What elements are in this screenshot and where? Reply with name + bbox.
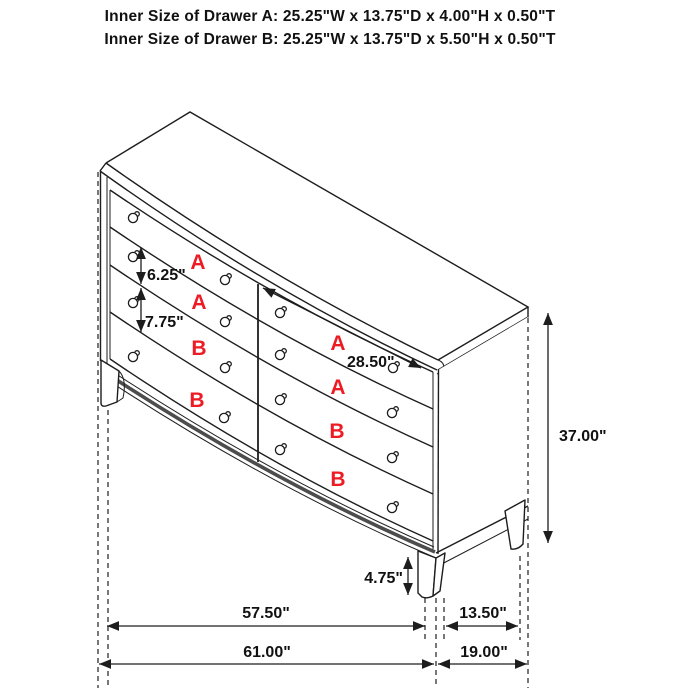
drawer-knob-icon <box>275 394 286 405</box>
front-left-leg <box>101 360 119 406</box>
dimension-depth-between-legs-label: 13.50" <box>459 605 507 622</box>
dimension-leg-height-label: 4.75" <box>364 570 403 587</box>
dimension-overall-depth-label: 19.00" <box>460 644 508 661</box>
dimension-width-between-legs-label: 57.50" <box>242 605 290 622</box>
dimension-overall-height <box>548 313 607 543</box>
left-drawer-2-label: A <box>191 291 207 314</box>
right-drawer-1-label: A <box>330 332 346 355</box>
drawer-knob-icon <box>220 362 231 373</box>
dimension-drawer-a-height-label: 6.25" <box>147 267 186 284</box>
drawer-knob-icon <box>275 307 286 318</box>
drawer-b-inner-size-text: Inner Size of Drawer B: 25.25"W x 13.75"D x 5.50"H x 0.50"T <box>104 31 556 48</box>
dimension-overall-depth <box>438 644 527 664</box>
dimension-drawer-b-height-label: 7.75" <box>145 314 184 331</box>
dimension-width-between-legs <box>107 605 425 626</box>
drawer-knob-icon <box>387 407 398 418</box>
dimension-drawer-b-height <box>141 288 184 332</box>
right-drawer-3-label: B <box>329 420 345 443</box>
dimension-drawer-width-label: 28.50" <box>347 354 395 371</box>
drawer-knob-icon <box>275 349 286 360</box>
drawer-knob-icon <box>387 502 398 513</box>
drawer-knob-icon <box>128 351 139 362</box>
drawer-knob-icon <box>128 212 139 223</box>
dimension-overall-height-label: 37.00" <box>559 428 607 445</box>
drawer-knob-icon <box>220 316 231 327</box>
dresser-bottom-rail <box>103 366 436 558</box>
drawer-knob-icon <box>275 444 286 455</box>
drawer-knob-icon <box>128 297 139 308</box>
left-drawer-4-label: B <box>189 389 205 412</box>
dimension-overall-width-label: 61.00" <box>243 644 291 661</box>
left-drawer-3-label: B <box>191 337 207 360</box>
right-drawer-4-label: B <box>330 468 346 491</box>
dimension-overall-width <box>99 644 434 664</box>
dresser-cabinet <box>100 112 528 598</box>
drawer-knob-icon <box>220 274 231 285</box>
dimension-depth-between-legs <box>446 605 518 626</box>
drawer-knob-icon <box>219 412 230 423</box>
drawer-a-inner-size-text: Inner Size of Drawer A: 25.25"W x 13.75"D x 4.00"H x 0.50"T <box>104 8 556 25</box>
dresser-top-surface <box>100 112 528 374</box>
drawer-knob-icon <box>387 452 398 463</box>
left-drawer-1-label: A <box>190 251 206 274</box>
right-drawer-2-label: A <box>330 376 346 399</box>
dresser-left-edge <box>101 171 111 364</box>
drawer-knob-icon <box>128 251 139 262</box>
dimension-leg-height <box>364 557 408 595</box>
